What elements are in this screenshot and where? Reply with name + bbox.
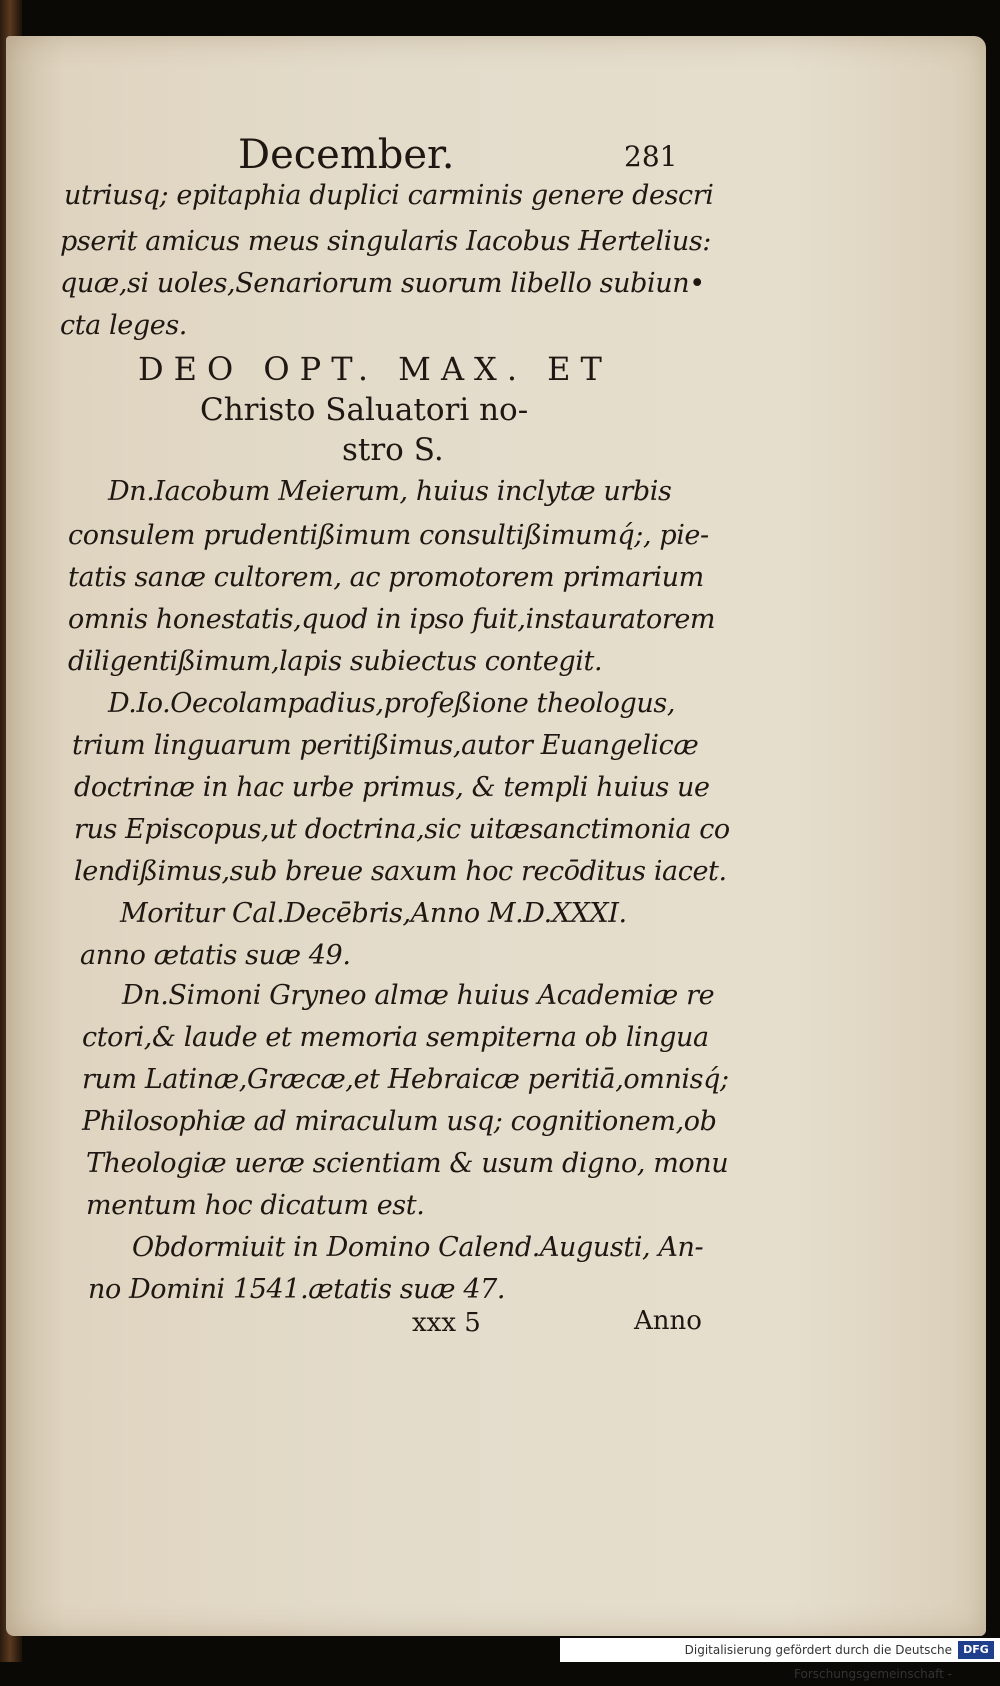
dfg-logo: DFG <box>958 1641 994 1659</box>
epitaph-heading: Christo Saluatori no- <box>200 392 529 428</box>
text-line: ctori,& laude et memoria sempiterna ob lingua <box>82 1022 709 1053</box>
text-line: mentum hoc dicatum est. <box>86 1190 425 1221</box>
text-line: rum Latinæ,Græcæ,et Hebraicæ peritiā,omnisq́; <box>82 1064 729 1095</box>
text-line: quæ,si uoles,Senariorum suorum libello subiun• <box>60 268 705 299</box>
text-line: tatis sanæ cultorem, ac promotorem primarium <box>68 562 704 593</box>
text-line: rus Episcopus,ut doctrina,sic uitæsanctimonia co <box>74 814 730 845</box>
digitization-credit-text: Digitalisierung gefördert durch die Deutsche Forschungsgemeinschaft - <box>684 1643 952 1681</box>
text-line: trium linguarum peritißimus,autor Euangelicæ <box>72 730 699 761</box>
running-header-title: December. <box>238 132 455 178</box>
text-line: anno ætatis suæ 49. <box>80 940 351 971</box>
text-line: Obdormiuit in Domino Calend.Augusti, An- <box>132 1232 704 1263</box>
text-line: doctrinæ in hac urbe primus, & templi huius ue <box>74 772 710 803</box>
text-line: Theologiæ ueræ scientiam & usum digno, monu <box>86 1148 729 1179</box>
digitization-credit-bar <box>560 1638 1000 1681</box>
epitaph-heading: stro S. <box>342 432 444 468</box>
text-line: omnis honestatis,quod in ipso fuit,instauratorem <box>68 604 716 635</box>
text-line: cta leges. <box>60 310 187 341</box>
text-line: Dn.Simoni Gryneo almæ huius Academiæ re <box>122 980 715 1011</box>
text-line: consulem prudentißimum consultißimumq́;, pie- <box>68 520 709 551</box>
text-line: lendißimus,sub breue saxum hoc recōditus iacet. <box>74 856 727 887</box>
page-number: 281 <box>624 140 678 173</box>
signature-mark: xxx 5 <box>412 1308 481 1338</box>
epitaph-heading: DEO OPT. MAX. ET <box>138 350 612 388</box>
text-line: pserit amicus meus singularis Iacobus Hertelius: <box>60 226 711 257</box>
text-line: Dn.Iacobum Meierum, huius inclytæ urbis <box>108 476 672 507</box>
text-line: D.Io.Oecolampadius,profeßione theologus, <box>108 688 676 719</box>
text-line: Philosophiæ ad miraculum usq; cognitionem,ob <box>82 1106 717 1137</box>
text-line: utriusq; epitaphia duplici carminis genere descri <box>64 180 714 211</box>
catchword: Anno <box>634 1306 702 1336</box>
text-line: diligentißimum,lapis subiectus contegit. <box>68 646 603 677</box>
text-line: no Domini 1541.ætatis suæ 47. <box>88 1274 506 1305</box>
text-line: Moritur Cal.Decēbris,Anno M.D.XXXI. <box>120 898 627 929</box>
